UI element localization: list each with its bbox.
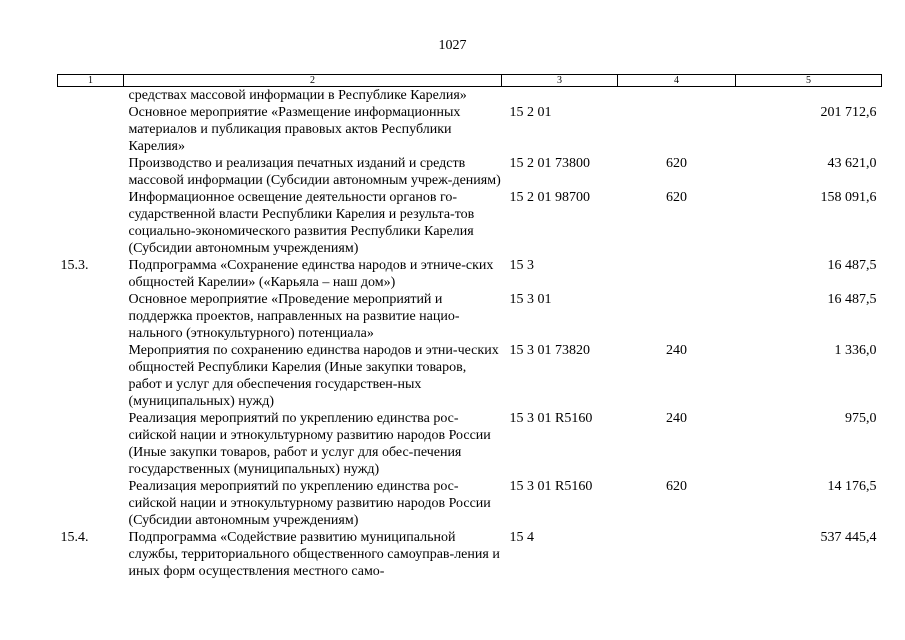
row-expense-type: 620: [666, 190, 687, 205]
row-expense-type: [618, 87, 736, 105]
row-name: Подпрограмма «Сохранение единства народов и этниче-ских общностей Карелии» («Карьяла – наш дом»): [128, 258, 494, 290]
row-number: [58, 155, 124, 189]
row-expense-type: [618, 291, 736, 342]
row-number: [58, 342, 124, 410]
budget-table: [57, 74, 882, 580]
row-amount: 537 445,4: [820, 530, 877, 545]
column-header-4: 4: [618, 75, 736, 87]
row-amount: 201 712,6: [820, 105, 877, 120]
row-code: [502, 87, 618, 105]
column-header-3: 3: [502, 75, 618, 87]
row-amount: 43 621,0: [827, 156, 877, 171]
column-header-2: 2: [124, 75, 502, 87]
table-row: [58, 104, 882, 155]
column-header-5: 5: [736, 75, 882, 87]
row-code: 15 2 01 73800: [509, 156, 590, 171]
row-amount: 16 487,5: [827, 258, 877, 273]
page-number: 1027: [438, 38, 467, 53]
row-expense-type: 620: [666, 156, 687, 171]
row-number: [58, 478, 124, 529]
row-code: 15 3 01 R5160: [509, 411, 593, 426]
row-code: 15 3 01: [509, 292, 552, 307]
row-expense-type: 240: [666, 343, 687, 358]
row-amount: 16 487,5: [827, 292, 877, 307]
row-name: Подпрограмма «Содействие развитию муниципальной службы, территориального общественного самоуправ-ления и иных форм осуществления местного само-: [128, 530, 500, 579]
column-header-1: 1: [58, 75, 124, 87]
table-row: [58, 257, 882, 291]
row-amount: 14 176,5: [827, 479, 877, 494]
row-name: Производство и реализация печатных изданий и средств массовой информации (Субсидии автономным учреж-дениям): [128, 156, 501, 188]
row-amount: 158 091,6: [820, 190, 877, 205]
row-number: [58, 291, 124, 342]
row-number: [58, 87, 124, 105]
row-amount: [736, 87, 882, 105]
row-amount: 1 336,0: [834, 343, 877, 358]
row-code: 15 3: [509, 258, 534, 273]
row-name: Информационное освещение деятельности органов го-сударственной власти Республики Карелия и результа-тов социально-экономического развития Республики Карелия (Субсидии автономным учреждениям): [128, 190, 475, 256]
table-row: [58, 342, 882, 410]
row-name: Мероприятия по сохранению единства народов и этни-ческих общностей Республики Карелия (Иные закупки товаров, работ и услуг для обеспечения государствен-ных (муниципальных) нужд): [128, 343, 499, 409]
row-expense-type: 240: [666, 411, 687, 426]
row-amount: 975,0: [845, 411, 877, 426]
table-row: [58, 410, 882, 478]
row-name: Основное мероприятие «Размещение информационных материалов и публикация правовых актов Республики Карелия»: [128, 105, 461, 154]
row-name: Реализация мероприятий по укреплению единства рос-сийской нации и этнокультурному развитию народов России (Субсидии автономным учреждениям): [128, 479, 491, 528]
row-code: 15 2 01 98700: [509, 190, 590, 205]
row-name: Реализация мероприятий по укреплению единства рос-сийской нации и этнокультурному развитию народов России (Иные закупки товаров, работ и услуг для обес-печения государственных (муниципальных) нужд): [128, 411, 491, 477]
table-row: [58, 291, 882, 342]
table-row: [58, 478, 882, 529]
row-code: 15 3 01 73820: [509, 343, 590, 358]
table-row: [58, 189, 882, 257]
row-number: [58, 410, 124, 478]
row-expense-type: [618, 529, 736, 580]
row-code: 15 2 01: [509, 105, 552, 120]
table-header-row: [58, 75, 882, 87]
row-number: 15.4.: [60, 530, 89, 545]
row-expense-type: 620: [666, 479, 687, 494]
table-row: [58, 155, 882, 189]
row-expense-type: [618, 257, 736, 291]
row-name: средствах массовой информации в Республике Карелия»: [128, 88, 467, 103]
table-row: [58, 87, 882, 105]
row-expense-type: [618, 104, 736, 155]
row-code: 15 3 01 R5160: [509, 479, 593, 494]
row-number: 15.3.: [60, 258, 89, 273]
table-row: [58, 529, 882, 580]
row-code: 15 4: [509, 530, 534, 545]
row-number: [58, 189, 124, 257]
row-number: [58, 104, 124, 155]
row-name: Основное мероприятие «Проведение мероприятий и поддержка проектов, направленных на развитие нацио-нального (этнокультурного) потенциала»: [128, 292, 460, 341]
